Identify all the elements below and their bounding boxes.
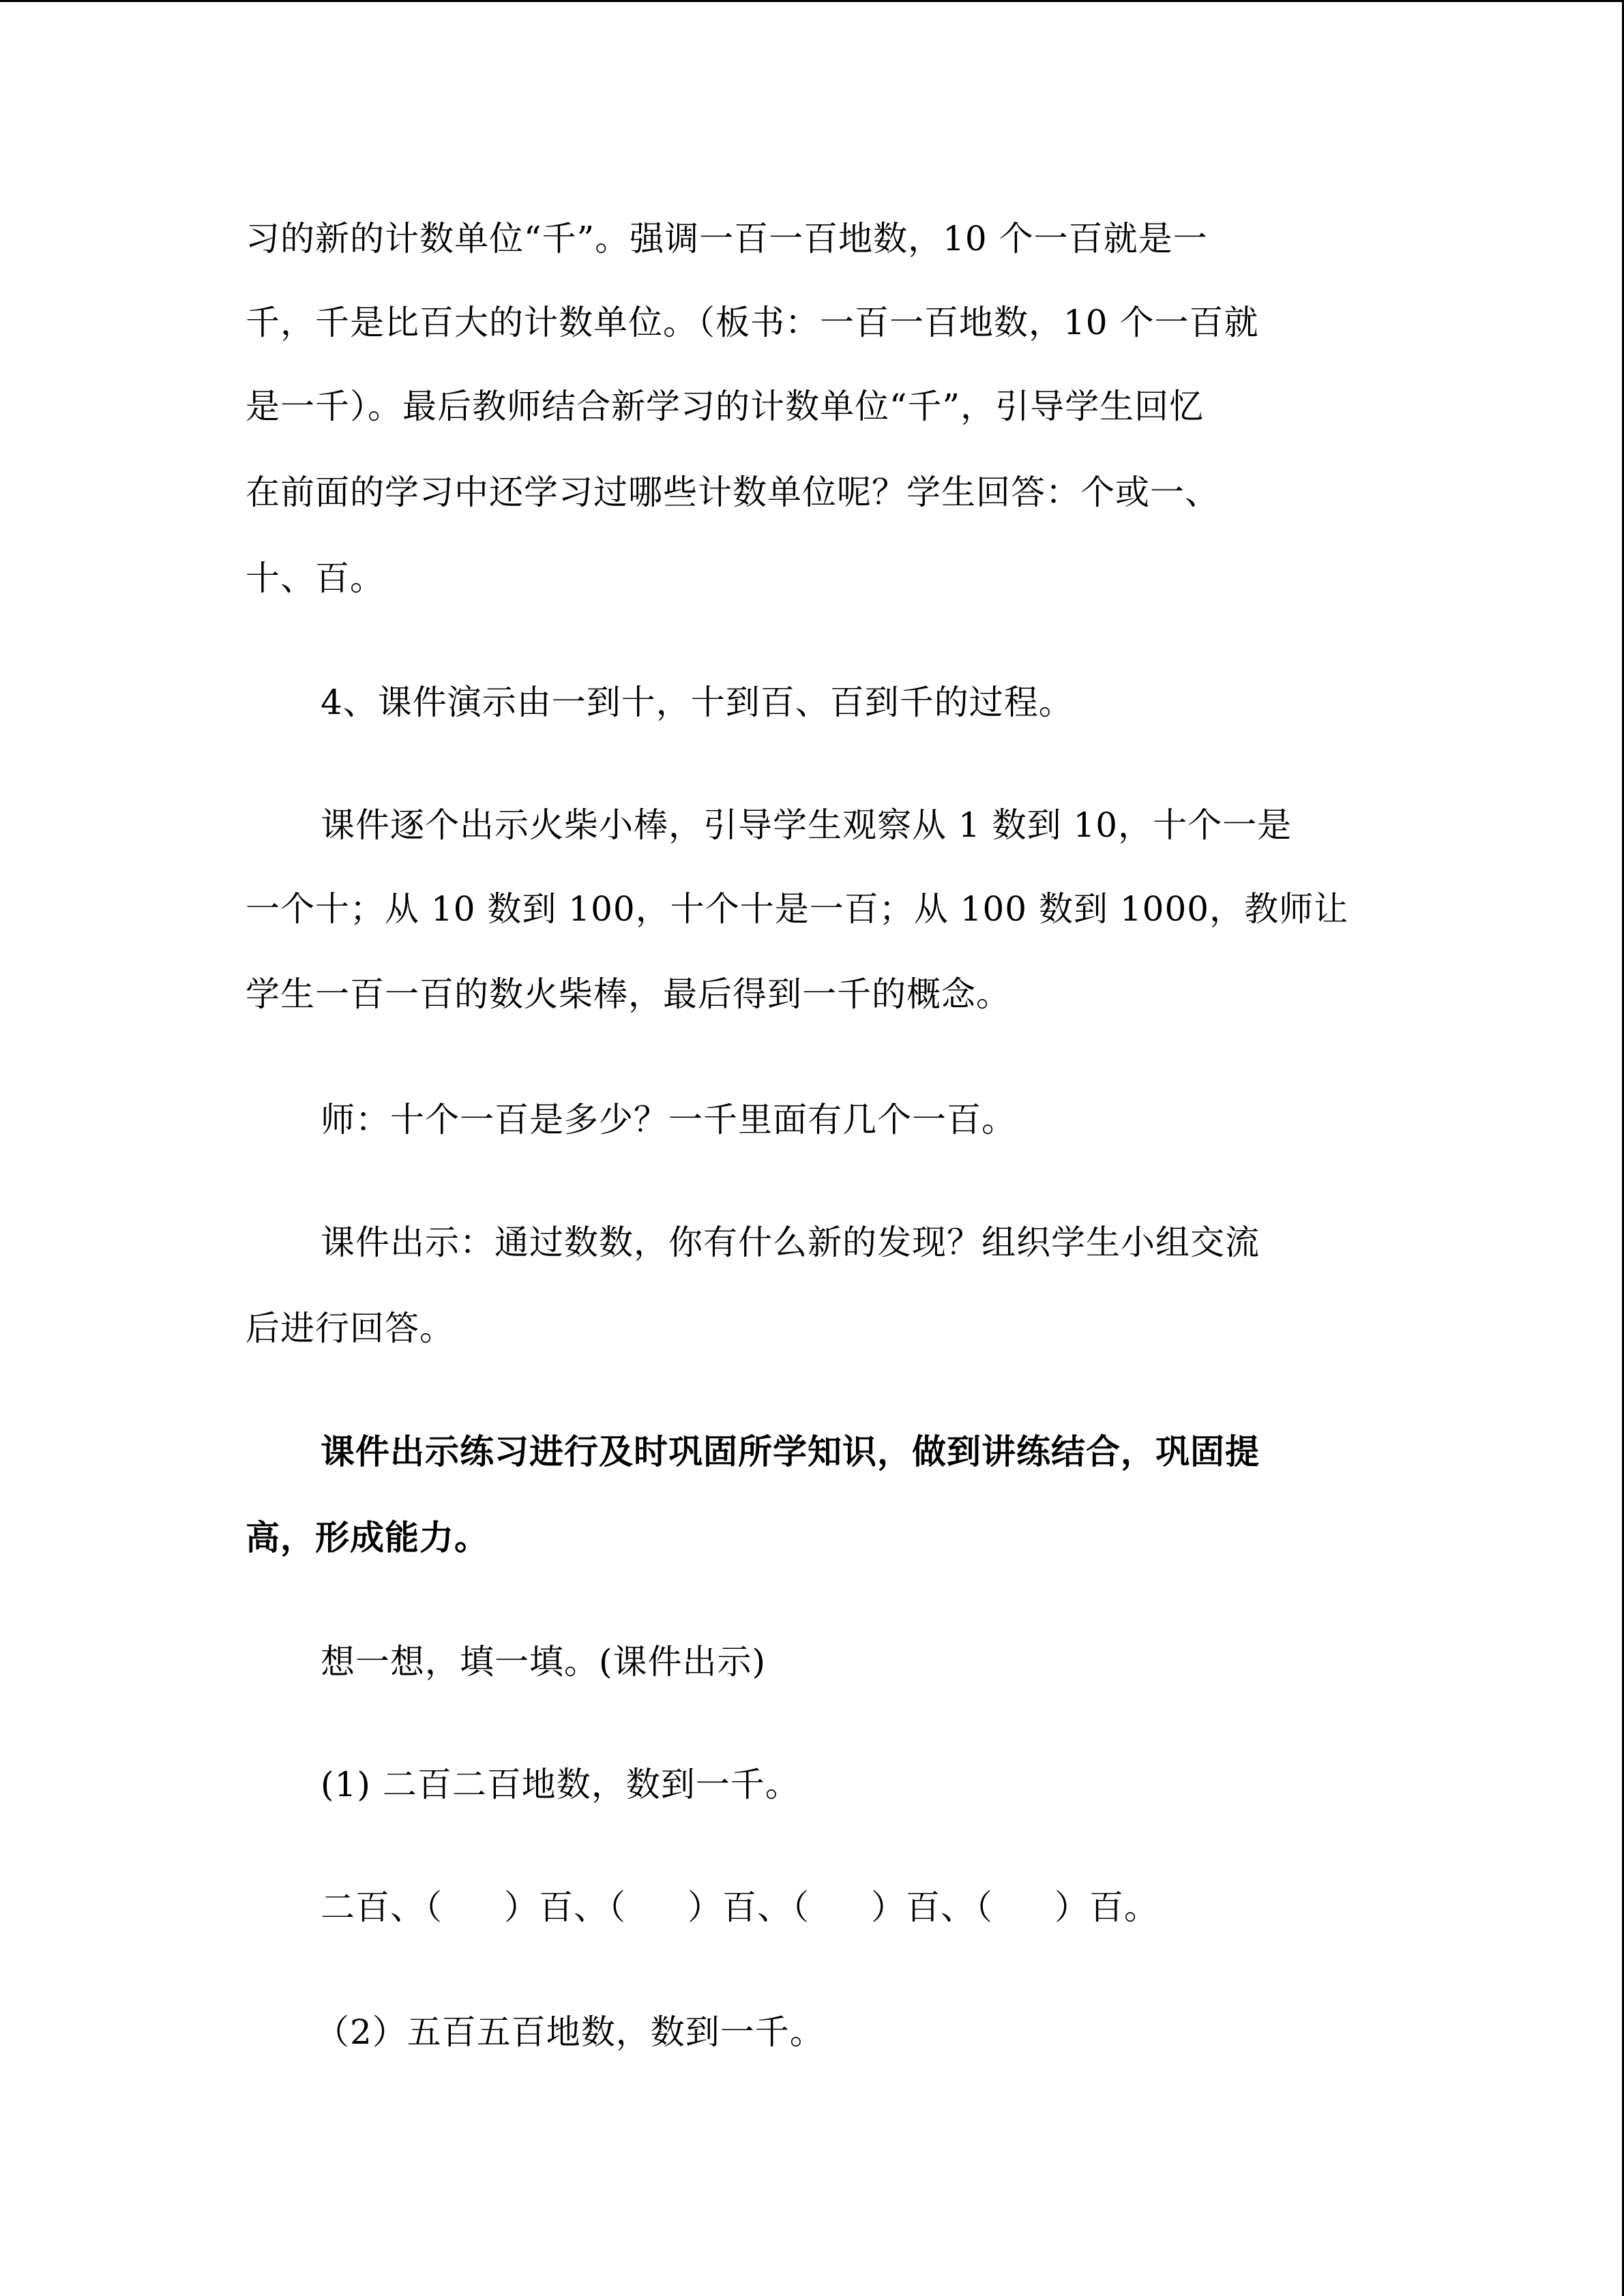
paragraph-line: 师：十个一百是多少？一千里面有几个一百。 xyxy=(321,1100,1016,1139)
fill-text: 二百、（ xyxy=(321,1888,443,1927)
paragraph-line: 千，千是比百大的计数单位。（板书：一百一百地数，10 个一百就 xyxy=(246,303,1259,342)
fill-text: ）百。 xyxy=(1054,1888,1159,1927)
bold-paragraph-line: 课件出示练习进行及时巩固所学知识，做到讲练结合，巩固提 xyxy=(321,1431,1260,1472)
paragraph-line: 课件逐个出示火柴小棒，引导学生观察从 1 数到 10，十个一是 xyxy=(321,805,1293,845)
paragraph-line: 想一想，填一填。(课件出示) xyxy=(321,1642,767,1682)
paragraph-line: 后进行回答。 xyxy=(246,1309,454,1348)
paragraph-line: 4、课件演示由一到十，十到百、百到千的过程。 xyxy=(321,683,1074,722)
paragraph-line: 在前面的学习中还学习过哪些计数单位呢？学生回答：个或一、 xyxy=(246,473,1220,512)
bold-paragraph-line: 高，形成能力。 xyxy=(246,1517,489,1557)
fill-in-blank-line xyxy=(321,1887,1159,1928)
paragraph-line: 学生一百一百的数火柴棒，最后得到一千的概念。 xyxy=(246,974,1011,1014)
paragraph-line: 一个十；从 10 数到 100，十个十是一百；从 100 数到 1000，教师让 xyxy=(246,889,1349,929)
paragraph-line: (1) 二百二百地数，数到一千。 xyxy=(321,1765,800,1804)
paragraph-line: （2）五百五百地数，数到一千。 xyxy=(315,2012,825,2052)
fill-text: ）百、（ xyxy=(688,1888,810,1927)
paragraph-line: 习的新的计数单位“千”。强调一百一百地数，10 个一百就是一 xyxy=(246,219,1208,258)
paragraph-line: 十、百。 xyxy=(246,558,385,598)
paragraph-line: 课件出示：通过数数，你有什么新的发现？组织学生小组交流 xyxy=(321,1223,1260,1262)
fill-text: ）百、（ xyxy=(871,1888,993,1927)
paragraph-line: 是一千）。最后教师结合新学习的计数单位“千”，引导学生回忆 xyxy=(246,387,1205,426)
fill-text: ）百、（ xyxy=(504,1888,626,1927)
